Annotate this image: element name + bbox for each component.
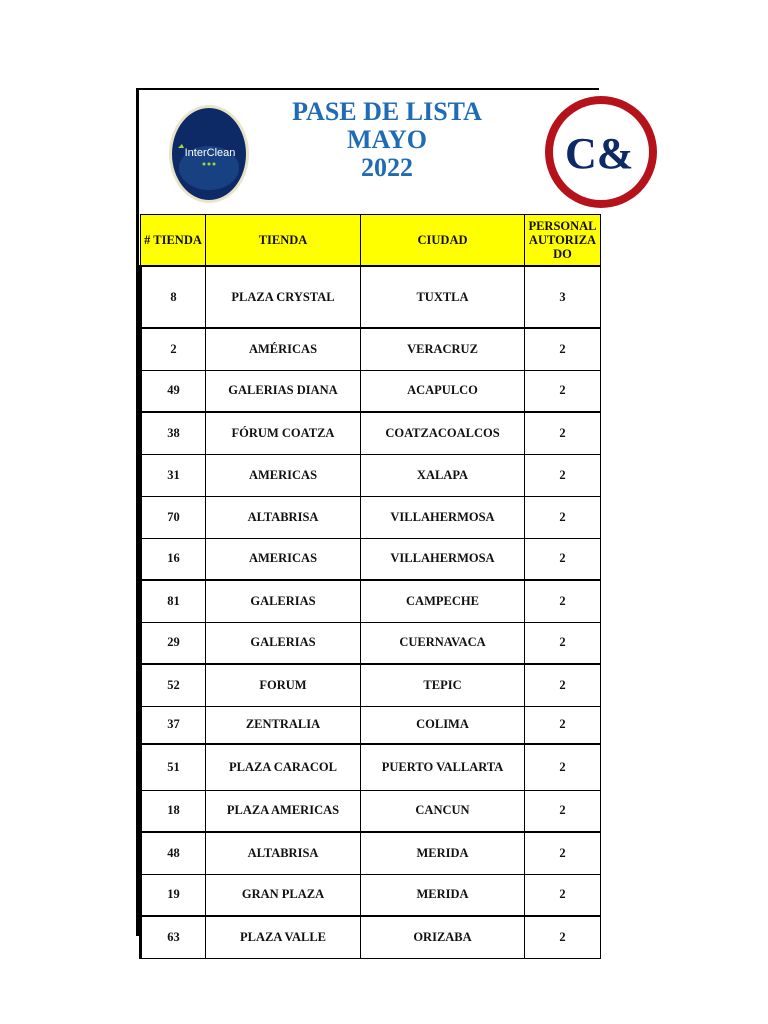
- brand-seal-text: C&: [565, 129, 634, 178]
- cell-store: AMERICAS: [206, 454, 361, 496]
- title-line-1: PASE DE LISTA: [292, 97, 482, 126]
- sheet-header: [139, 90, 634, 214]
- cell-city: COLIMA: [361, 706, 525, 744]
- cell-authorized-staff: 2: [525, 370, 601, 412]
- cell-store: PLAZA VALLE: [206, 916, 361, 958]
- table-row: [141, 412, 601, 454]
- cell-authorized-staff: 2: [525, 832, 601, 874]
- cell-authorized-staff: 2: [525, 916, 601, 958]
- cell-store: FORUM: [206, 664, 361, 706]
- col-header-store: TIENDA: [206, 215, 361, 267]
- table-row: [141, 370, 601, 412]
- cell-store: PLAZA CRYSTAL: [206, 266, 361, 328]
- table-row: [141, 496, 601, 538]
- cell-authorized-staff: 2: [525, 328, 601, 370]
- cell-city: COATZACOALCOS: [361, 412, 525, 454]
- cell-authorized-staff: 2: [525, 744, 601, 790]
- table-row: [141, 874, 601, 916]
- cell-store: ZENTRALIA: [206, 706, 361, 744]
- cell-city: MERIDA: [361, 832, 525, 874]
- cell-city: XALAPA: [361, 454, 525, 496]
- table-row: [141, 790, 601, 832]
- cell-authorized-staff: 2: [525, 874, 601, 916]
- cell-authorized-staff: 2: [525, 706, 601, 744]
- cell-store-number: 81: [141, 580, 206, 622]
- cell-store-number: 63: [141, 916, 206, 958]
- cell-city: VILLAHERMOSA: [361, 496, 525, 538]
- cell-city: ACAPULCO: [361, 370, 525, 412]
- cell-store: AMERICAS: [206, 538, 361, 580]
- cell-store: PLAZA AMERICAS: [206, 790, 361, 832]
- cell-store-number: 16: [141, 538, 206, 580]
- cell-store-number: 8: [141, 266, 206, 328]
- cell-store: AMÉRICAS: [206, 328, 361, 370]
- page-title: [257, 98, 517, 182]
- cell-store-number: 52: [141, 664, 206, 706]
- cell-authorized-staff: 2: [525, 412, 601, 454]
- attendance-sheet: [136, 88, 634, 944]
- table-row: [141, 622, 601, 664]
- cell-city: VILLAHERMOSA: [361, 538, 525, 580]
- cell-city: PUERTO VALLARTA: [361, 744, 525, 790]
- table-row: [141, 580, 601, 622]
- cell-store: ALTABRISA: [206, 832, 361, 874]
- cell-authorized-staff: 3: [525, 266, 601, 328]
- cell-store-number: 19: [141, 874, 206, 916]
- col-header-authorized-staff: PERSONAL AUTORIZADO: [525, 215, 601, 267]
- cell-authorized-staff: 2: [525, 580, 601, 622]
- table-row: [141, 664, 601, 706]
- cell-authorized-staff: 2: [525, 664, 601, 706]
- cell-store: GRAN PLAZA: [206, 874, 361, 916]
- cell-authorized-staff: 2: [525, 454, 601, 496]
- table-row: [141, 538, 601, 580]
- cell-store-number: 29: [141, 622, 206, 664]
- table-row: [141, 706, 601, 744]
- cell-city: CANCUN: [361, 790, 525, 832]
- cell-authorized-staff: 2: [525, 538, 601, 580]
- table-row: [141, 454, 601, 496]
- cell-store: ALTABRISA: [206, 496, 361, 538]
- cell-store: GALERIAS: [206, 580, 361, 622]
- cell-store-number: 51: [141, 744, 206, 790]
- cell-city: CUERNAVACA: [361, 622, 525, 664]
- cell-store-number: 18: [141, 790, 206, 832]
- cell-store-number: 49: [141, 370, 206, 412]
- cell-authorized-staff: 2: [525, 622, 601, 664]
- interclean-logo: [168, 104, 250, 204]
- cell-store: PLAZA CARACOL: [206, 744, 361, 790]
- table-row: [141, 916, 601, 958]
- table-row: [141, 744, 601, 790]
- cell-store-number: 31: [141, 454, 206, 496]
- stores-table: [139, 214, 601, 959]
- table-header-row: [141, 215, 601, 267]
- col-header-store-number: # TIENDA: [141, 215, 206, 267]
- cell-authorized-staff: 2: [525, 790, 601, 832]
- cell-store: FÓRUM COATZA: [206, 412, 361, 454]
- title-line-3: 2022: [361, 153, 413, 182]
- cell-authorized-staff: 2: [525, 496, 601, 538]
- table-row: [141, 266, 601, 328]
- cell-city: CAMPECHE: [361, 580, 525, 622]
- cell-store-number: 38: [141, 412, 206, 454]
- cell-city: TEPIC: [361, 664, 525, 706]
- cell-city: TUXTLA: [361, 266, 525, 328]
- title-line-2: MAYO: [347, 125, 427, 154]
- cell-store: GALERIAS DIANA: [206, 370, 361, 412]
- table-row: [141, 328, 601, 370]
- brand-seal-logo: [543, 92, 634, 212]
- cell-store-number: 70: [141, 496, 206, 538]
- interclean-logo-text: InterClean: [184, 147, 236, 159]
- cell-city: ORIZABA: [361, 916, 525, 958]
- cell-city: VERACRUZ: [361, 328, 525, 370]
- cell-store-number: 2: [141, 328, 206, 370]
- cell-store-number: 48: [141, 832, 206, 874]
- cell-store-number: 37: [141, 706, 206, 744]
- table-body: [141, 266, 601, 958]
- cell-store: GALERIAS: [206, 622, 361, 664]
- col-header-city: CIUDAD: [361, 215, 525, 267]
- table-row: [141, 832, 601, 874]
- cell-city: MERIDA: [361, 874, 525, 916]
